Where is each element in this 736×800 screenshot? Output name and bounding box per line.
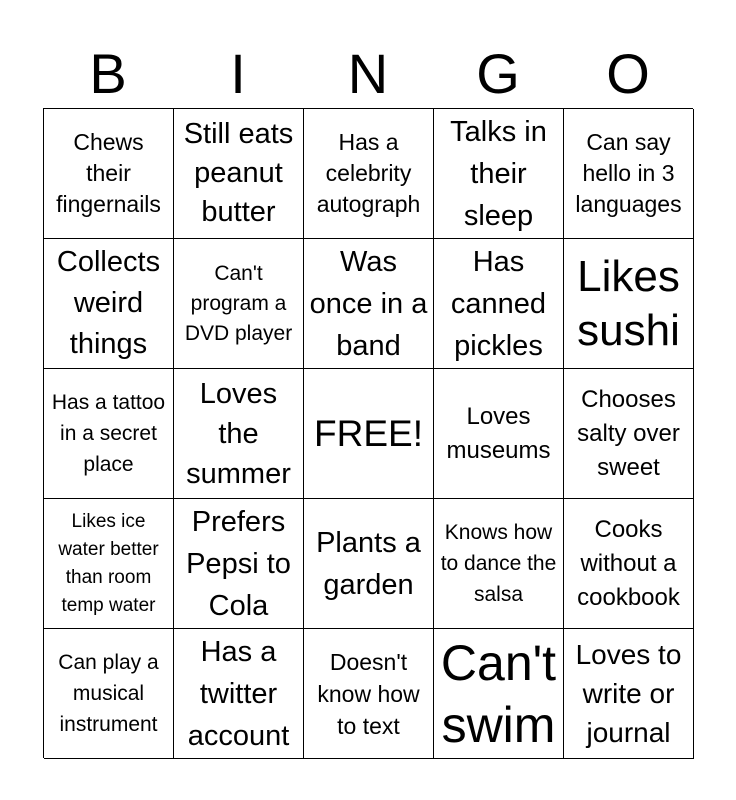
cell-text: Likes sushi	[577, 251, 680, 355]
cell-text: Doesn't know how to text	[317, 648, 420, 739]
cell-text: Cooks without a cookbook	[577, 515, 680, 611]
cell-text: Can play a musical instrument	[58, 651, 159, 736]
cell-text: Can say hello in 3 languages	[575, 129, 682, 217]
cell-text: Prefers Pepsi to Cola	[186, 505, 291, 622]
cell-text: Can't swim	[440, 634, 557, 753]
bingo-grid	[43, 108, 693, 758]
cell-text: Chews their fingernails	[56, 129, 161, 217]
bingo-cell	[44, 369, 174, 499]
bingo-cell	[174, 499, 304, 629]
bingo-cell	[564, 629, 694, 759]
cell-text: Still eats peanut butter	[183, 118, 294, 228]
cell-text: Chooses salty over sweet	[577, 385, 680, 481]
bingo-cell	[434, 499, 564, 629]
bingo-cell	[564, 109, 694, 239]
bingo-cell	[434, 369, 564, 499]
cell-text: Loves museums	[446, 402, 551, 464]
header-letter-g: G	[476, 42, 520, 105]
bingo-cell	[564, 499, 694, 629]
cell-text: Was once in a band	[309, 245, 428, 362]
bingo-cell	[174, 629, 304, 759]
cell-text: Has a celebrity autograph	[316, 129, 421, 217]
bingo-header	[43, 40, 693, 108]
cell-text: Has canned pickles	[450, 245, 547, 362]
cell-text: Loves to write or journal	[575, 639, 682, 748]
bingo-cell	[174, 239, 304, 369]
cell-text: Loves the summer	[186, 377, 291, 490]
bingo-cell	[304, 109, 434, 239]
header-letter-i: I	[230, 42, 246, 105]
cell-text: Can't program a DVD player	[184, 261, 293, 345]
header-letter-o: O	[606, 42, 650, 105]
bingo-cell	[44, 239, 174, 369]
cell-text: Knows how to dance the salsa	[440, 521, 557, 606]
cell-text: Plants a garden	[316, 526, 421, 601]
cell-text: Talks in their sleep	[450, 115, 547, 232]
bingo-cell	[434, 109, 564, 239]
bingo-cell	[174, 369, 304, 499]
bingo-cell	[304, 629, 434, 759]
header-letter-n: N	[347, 42, 389, 105]
bingo-cell	[44, 109, 174, 239]
bingo-cell	[304, 369, 434, 499]
bingo-cell	[304, 239, 434, 369]
bingo-cell	[304, 499, 434, 629]
bingo-cell	[564, 239, 694, 369]
cell-text: Collects weird things	[56, 246, 161, 360]
bingo-cell	[174, 109, 304, 239]
cell-text: Has a twitter account	[187, 635, 290, 752]
bingo-cell	[434, 239, 564, 369]
header-letter-b: B	[89, 42, 127, 105]
cell-text: Likes ice water better than room temp water	[58, 510, 159, 616]
cell-text: FREE!	[314, 412, 423, 454]
bingo-cell	[564, 369, 694, 499]
cell-text: Has a tattoo in a secret place	[51, 391, 166, 476]
bingo-cell	[44, 629, 174, 759]
bingo-cell	[44, 499, 174, 629]
bingo-cell	[434, 629, 564, 759]
